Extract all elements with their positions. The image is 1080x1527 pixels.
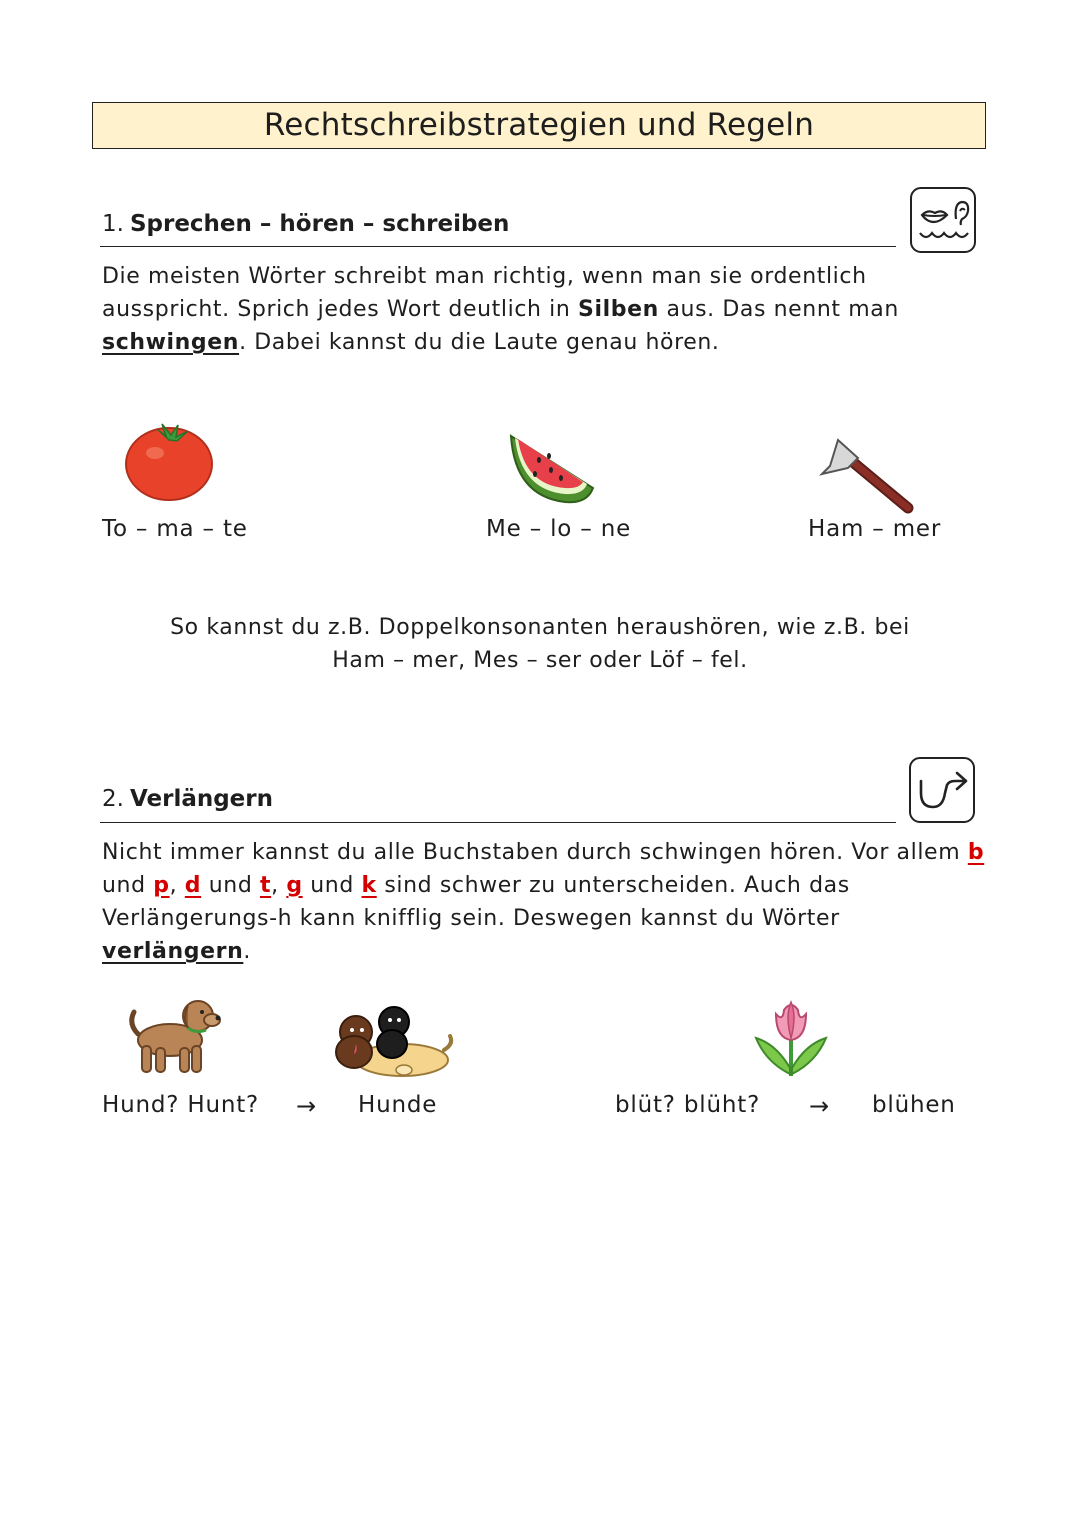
puppies-icon [332,1004,454,1084]
para-text: und [302,873,362,898]
flower-question: blüt? blüht? [615,1092,761,1118]
section-1-heading [102,211,509,237]
letter-p: p [153,873,170,898]
para-text: Nicht immer kannst du alle Buchstaben durch schwingen hören. Vor allem [102,840,968,865]
syllable-label-tomato: To – ma – te [102,516,248,542]
syllable-label-hammer: Ham – mer [808,516,942,542]
tulip-icon [752,998,830,1084]
para-text: aus. Das nennt man [658,297,899,322]
section-1-note [100,611,980,677]
para-text: . Dabei kannst du die Laute genau hören. [239,330,720,355]
section-2-number: 2. [102,786,124,812]
note-line-2: Ham – mer, Mes – ser oder Löf – fel. [332,648,748,673]
section-1-title: Sprechen – hören – schreiben [129,211,510,237]
watermelon-icon [505,430,597,510]
flower-answer: blühen [872,1092,956,1118]
letter-d: d [184,873,202,898]
letter-b: b [967,840,985,865]
section-1-rule [100,246,896,247]
hammer-icon [818,436,914,520]
section-2-heading [102,786,273,812]
arrow-right-icon: → [296,1092,317,1120]
section-2-title: Verlängern [129,786,273,812]
para-text: und [201,873,260,898]
dog-question: Hund? Hunt? [102,1092,260,1118]
para-text: sind schwer zu unterscheiden. Auch das Verlängerungs-h kann knifflig sein. Deswegen kannst du Wörter [102,873,850,931]
bold-silben: Silben [578,297,659,322]
underlined-schwingen: schwingen [102,330,240,355]
para-text: , [169,873,185,898]
page-title: Rechtschreibstrategien und Regeln [92,102,986,149]
para-text: Die meisten Wörter schreibt man richtig, wenn man sie ordentlich ausspricht. Sprich jedes Wort deutlich in [102,264,867,322]
arrow-right-icon: → [809,1092,830,1120]
dog-answer: Hunde [358,1092,438,1118]
section-2-rule [100,822,896,823]
letter-g: g [286,873,303,898]
note-line-1: So kannst du z.B. Doppelkonsonanten heraushören, wie z.B. bei [170,615,910,640]
mouth-ear-icon [910,187,976,253]
letter-t: t [260,873,272,898]
para-text: , [271,873,287,898]
underlined-verlaengern: verlängern [102,939,244,964]
section-1-paragraph [102,260,992,359]
para-text: . [243,939,251,964]
section-2-paragraph [102,836,992,968]
dog-icon [126,994,222,1080]
tomato-icon [122,420,217,506]
letter-k: k [361,873,377,898]
para-text: und [102,873,154,898]
section-1-number: 1. [102,211,124,237]
extend-arrow-icon [909,757,975,823]
syllable-label-melone: Me – lo – ne [486,516,632,542]
